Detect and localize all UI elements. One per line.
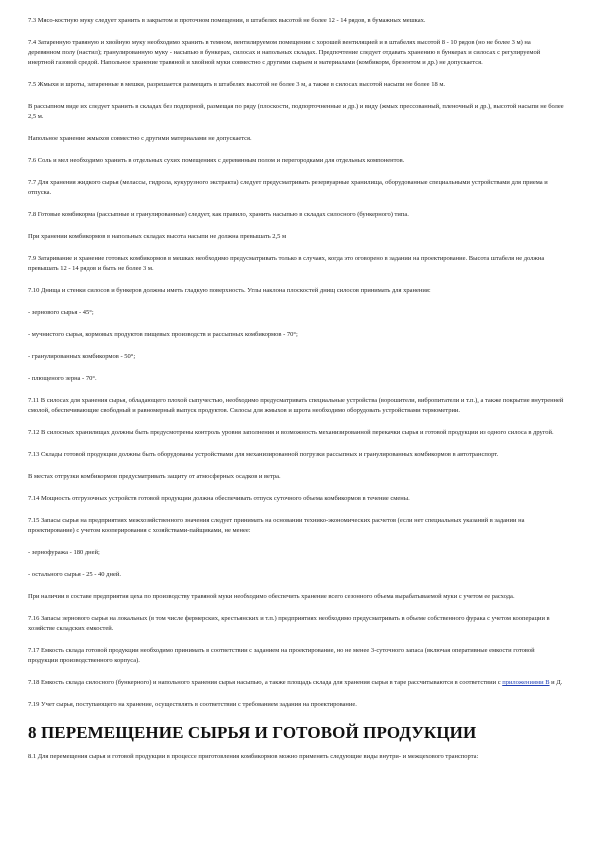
paragraph-7-18 [28,678,564,688]
paragraph-7-5-bulk: В рассыпном виде их следует хранить в складах без подпорной, размещая по ряду (плоскости, подпорточненные и др.) и виду (жмых прессованный, пленочный и др.), высотой насыпи не более 2,5 м. [28,103,564,120]
paragraph-7-8-note: При хранении комбикормов в напольных складах высота насыпи не должна превышать 2,5 м [28,233,287,240]
paragraph-7-15: 7.15 Запасы сырья на предприятиях межхозяйственного значения следует принимать на основании технико-экономических расчетов (если нет специальных указаний в задании на проектирование) с учетом кооперирования с хозяйствами-пайщиками, не менее: [28,517,525,534]
paragraph-7-17: 7.17 Емкость склада готовой продукции необходимо принимать в соответствии с заданием на проектирование, но не менее 3-суточного запаса (включая оперативные емкости готовой продукции производственного корпуса). [28,647,535,664]
paragraph-7-19: 7.19 Учет сырья, поступающего на хранение, осуществлять в соответствии с требованием задания на проектирование. [28,701,357,708]
appendix-link[interactable]: приложениями В [502,679,550,686]
paragraph-7-5-note: Напольное хранение жмыхов совместно с другими материалами не допускается. [28,135,252,142]
list-item-mealy: - мучнистого сырья, кормовых продуктов пищевых производств и рассыпных комбикормов - 70°; [28,331,298,338]
paragraph-7-14: 7.14 Мощность отгрузочных устройств готовой продукции должна обеспечивать отпуск суточного объема комбикормов в течение смены. [28,495,410,502]
list-item-granulated: - гранулированных комбикормов - 50°; [28,353,136,360]
paragraph-7-5: 7.5 Жмыхи и шроты, затаренные в мешки, разрешается размещать в штабелях высотой не более 3 м, а также в силосах высотой насыпи не более 18 м. [28,81,446,88]
paragraph-7-13: 7.13 Склады готовой продукции должны быть оборудованы устройствами для механизированной погрузки рассыпных и гранулированных комбикормов в автотранспорт. [28,451,499,458]
section-heading: 8 ПЕРЕМЕЩЕНИЕ СЫРЬЯ И ГОТОВОЙ ПРОДУКЦИИ [28,723,477,742]
paragraph-7-18-tail: и Д. [549,679,563,686]
paragraph-7-16: 7.16 Запасы зернового сырья на локальных (в том числе фермерских, крестьянских и т.п.) предприятиях необходимо предусматривать в объеме собственного фурака с учетом кооперации в хозяйстве складских емкостей. [28,615,550,632]
list-item-grain-forage: - зернофуража - 180 дней; [28,549,100,556]
paragraph-7-18-text: 7.18 Емкость склада силосного (бункерного) и напольного хранения сырья насыпью, а также площадь склада для хранения сырья в таре рассчитываются в соответствии с [28,679,503,686]
list-item-flattened: - плющеного зерна - 70°. [28,375,97,382]
paragraph-7-12: 7.12 В силосных хранилищах должны быть предусмотрены контроль уровня заполнения и возможность механизированной перекачки сырья и готовой продукции из одного силоса в другой. [28,429,554,436]
paragraph-7-15-note: При наличии в составе предприятия цеха по производству травяной муки необходимо обеспечить хранение всего сезонного объема вырабатываемой муки с учетом ее расхода. [28,593,515,600]
list-item-grain: - зернового сырья - 45°; [28,309,94,316]
document-page [28,16,564,774]
paragraph-7-10: 7.10 Днища и стенки силосов и бункеров должны иметь гладкую поверхность. Углы наклона плоскостей днищ силосов принимать для хранения: [28,287,431,294]
paragraph-7-8: 7.8 Готовые комбикорма (рассыпные и гранулированные) следует, как правило, хранить насыпью в складах силосного (бункерного) типа. [28,211,409,218]
paragraph-7-7: 7.7 Для хранения жидкого сырья (мелассы, гидрола, кукурузного экстракта) следует предусматривать резервуарные хранилища, оборудованные специальными устройствами для приема и отпуска. [28,179,548,196]
paragraph-7-4: 7.4 Затаренную травяную и хвойную муку необходимо хранить в темном, вентилируемом помещении с хорошей вентиляцией и в штабелях высотой 8 - 10 рядов (но не более 3 м) на деревянном полу (настил); гранулированную муку - насыпью в бункерах, силосах и напольных складах. Предпочтение следует отдавать хранению в бункерах и силосах с регулируемой инертной газовой средой. Напольное хранение травяной и хвойной муки совместно с другими сырьем и материалами (комбикорм, брезентом и др.) не допускается. [28,39,541,66]
paragraph-7-6: 7.6 Соль и мел необходимо хранить в отдельных сухих помещениях с деревянным полом и перегородками для отдельных компонентов. [28,157,405,164]
paragraph-7-13-note: В местах отгрузки комбикормов предусматривать защиту от атмосферных осадков и ветра. [28,473,281,480]
list-item-other-raw: - остального сырья - 25 - 40 дней. [28,571,121,578]
paragraph-7-11: 7.11 В силосах для хранения сырья, обладающего плохой сыпучестью, необходимо предусматривать специальные устройства (ворошители, вибропитатели и т.п.), а также покрытие внутренней смолой, обеспечивающие свободный и равномерный выпуск продуктов. Силосы для жмыхов и шрота необходимо оборудовать устройствами термометрии. [28,397,564,414]
paragraph-8-1: 8.1 Для перемещения сырья и готовой продукции в процессе приготовления комбикормов можно применять следующие виды внутри- и межцехового транспорта: [28,753,479,760]
paragraph-7-3: 7.3 Мясо-костную муку следует хранить в закрытом и проточном помещении, в штабелях высотой не более 12 - 14 рядов, в бумажных мешках. [28,17,426,24]
paragraph-7-9: 7.9 Затаривание и хранение готовых комбикормов в мешках необходимо предусматривать только в случаях, когда это оговорено в задании на проектирование. Высота штабеля не должна превышать 12 - 14 рядов и быть не более 3 м. [28,255,545,272]
